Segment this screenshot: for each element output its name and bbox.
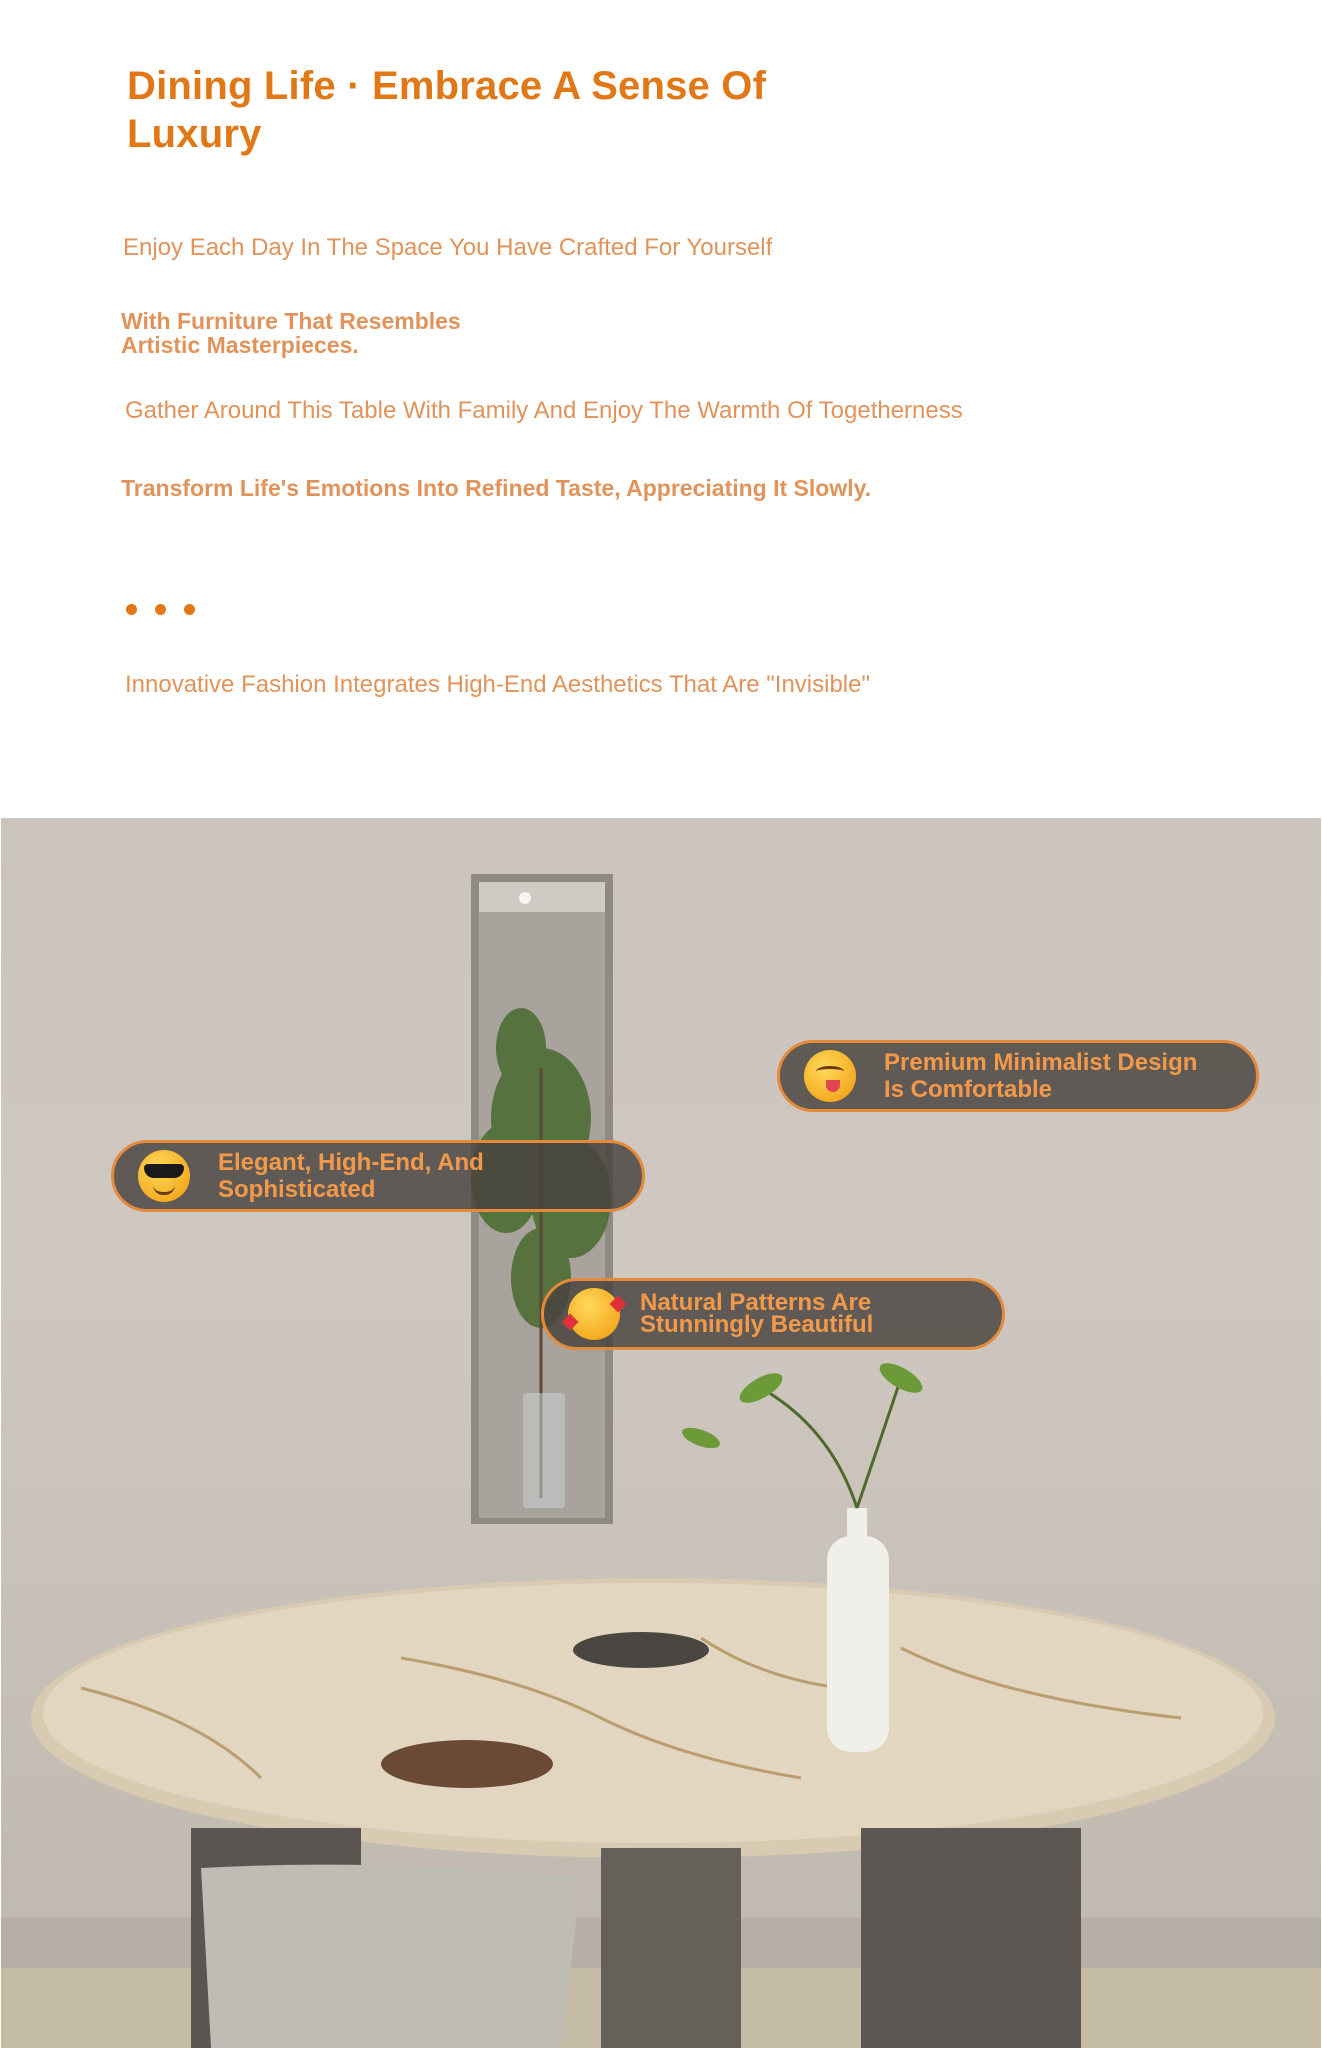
feature-badge-natural [541, 1278, 1005, 1350]
tagline-transform: Transform Life's Emotions Into Refined Taste, Appreciating It Slowly. [121, 475, 872, 501]
feature-badge-elegant [111, 1140, 645, 1212]
feature-badge-elegant-label: Elegant, High-End, And Sophisticated [218, 1149, 484, 1203]
tagline-gather: Gather Around This Table With Family And Enjoy The Warmth Of Togetherness [125, 397, 963, 424]
feature-badge-premium-label: Premium Minimalist Design Is Comfortable [884, 1049, 1198, 1103]
tagline-innovative: Innovative Fashion Integrates High-End Aesthetics That Are "Invisible" [125, 671, 871, 698]
tagline-enjoy: Enjoy Each Day In The Space You Have Crafted For Yourself [123, 234, 773, 261]
page-title: Dining Life · Embrace A Sense Of Luxury [127, 64, 767, 156]
feature-badge-premium [777, 1040, 1259, 1112]
smiling-face-with-sunglasses-icon [138, 1150, 190, 1202]
smiling-face-with-hearts-icon [568, 1288, 620, 1340]
face-savoring-food-icon [804, 1050, 856, 1102]
feature-badge-natural-label: Natural Patterns Are Stunningly Beautiful [640, 1289, 874, 1338]
ellipsis-dots-icon [126, 604, 195, 615]
tagline-furniture: With Furniture That Resembles Artistic Masterpieces. [121, 308, 461, 358]
dining-room-photo [1, 818, 1321, 2048]
